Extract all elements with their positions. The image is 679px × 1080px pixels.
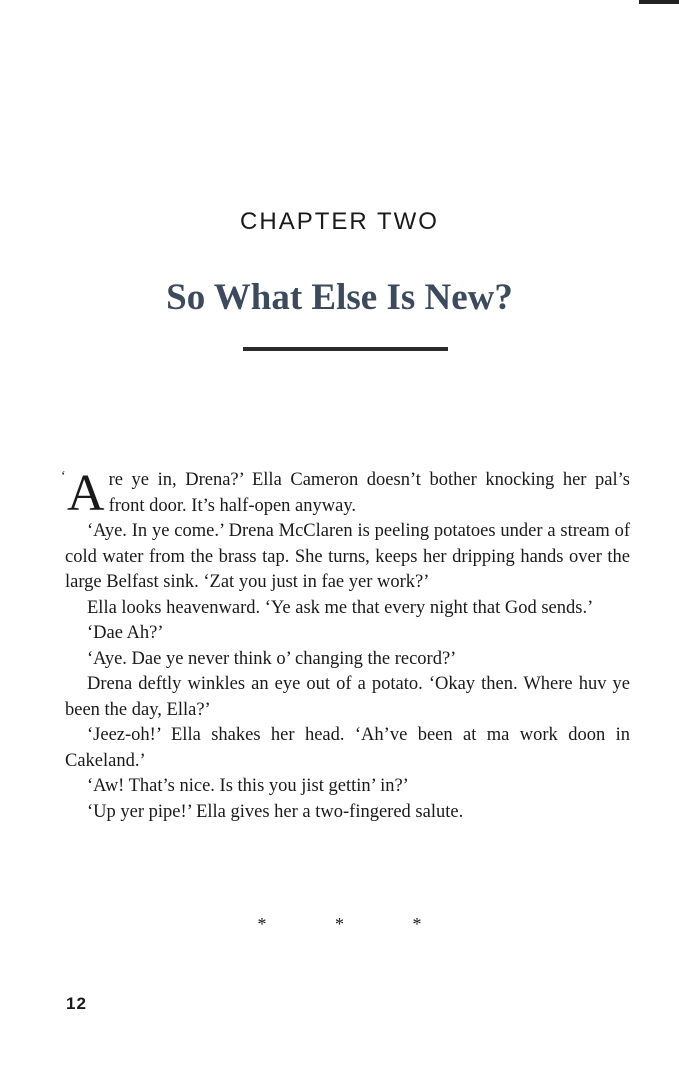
paragraph-1 [61,465,630,522]
paragraph-8: ‘Aw! That’s nice. Is this you jist gettin’ in?’ [87,776,409,796]
paragraph-9: ‘Up yer pipe!’ Ella gives her a two-fingered salute. [87,801,464,822]
paragraph-2: ‘Aye. In ye come.’ Drena McClaren is peeling potatoes under a stream of cold water from the brass tap. She turns, keeps her dripping hands over the large Belfast sink. ‘Zat you just in fae yer work?’ [65,521,630,592]
paragraph-5: ‘Aye. Dae ye never think o’ changing the record?’ [87,648,457,669]
paragraph-6: Drena deftly winkles an eye out of a potato. ‘Okay then. Where huv ye been the day, Ella?’ [65,674,630,720]
page-number: 12 [66,994,87,1013]
title-rule [243,347,448,351]
dropcap [61,465,105,522]
chapter-label: CHAPTER TWO [240,208,439,235]
chapter-title: So What Else Is New? [166,277,513,318]
dropcap-letter: A [67,465,105,522]
paragraph-4: ‘Dae Ah?’ [87,623,164,643]
body-text [61,465,630,825]
paragraph-text: re ye in, Drena?’ Ella Cameron doesn’t bother knocking her pal’s front door. It’s half-open anyway. [108,470,630,516]
corner-mark [639,0,679,4]
paragraph-7: ‘Jeez-oh!’ Ella shakes her head. ‘Ah’ve been at ma work doon in Cakeland.’ [65,725,630,771]
section-separator: * * * [257,914,454,934]
paragraph-3: Ella looks heavenward. ‘Ye ask me that every night that God sends.’ [87,597,594,618]
dropcap-quote: ‘ [61,469,66,484]
